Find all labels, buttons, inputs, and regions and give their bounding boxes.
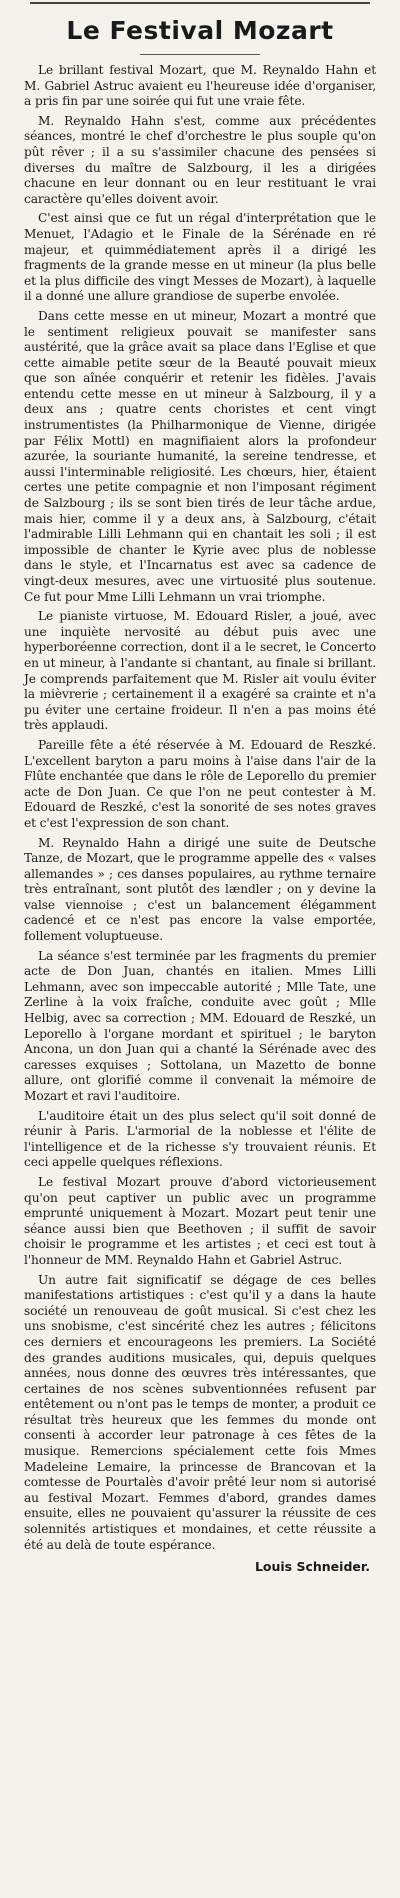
title-underline xyxy=(140,54,260,55)
paragraph-1: Le brillant festival Mozart, que M. Reynaldo Hahn et M. Gabriel Astruc avaient eu l'heureuse idée d'organiser, a pris fin par une soirée qui fut une vraie fête. xyxy=(24,63,376,109)
author-signature: Louis Schneider. xyxy=(254,1559,370,1575)
paragraph-4: Dans cette messe en ut mineur, Mozart a montré que le sentiment religieux pouvait se manifester sans austérité, que la grâce avait sa place dans l'Eglise et que cette aimable petite sœur de la Beauté pouvait mieux que son aînée conquérir et retenir les fidèles. J'avais entendu cette messe en ut mineur à Salzbourg, il y a deux ans ; quatre cents choristes et cent vingt instrumentistes (la Philharmonique de Vienne, dirigée par Félix Mottl) en magnifiaient alors la profondeur azurée, la souriante humanité, la sereine tendresse, et aussi l'interminable religiosité. Les chœurs, hier, étaient certes une petite compagnie et non l'imposant régiment de Salzbourg ; ils se sont bien tirés de leur tâche ardue, mais hier, comme il y a deux ans, à Salzbourg, c'était l'admirable Lilli Lehmann qui en chantait les soli ; il est impossible de chanter le Kyrie avec plus de noblesse dans le style, et l'Incarnatus est avec sa cadence de vingt-deux mesures, avec une virtuosité plus soutenue. Ce fut pour Mme Lilli Lehmann un vrai triomphe. xyxy=(24,308,376,604)
paragraph-7: M. Reynaldo Hahn a dirigé une suite de Deutsche Tanze, de Mozart, que le programme appelle des « valses allemandes » ; ces danses populaires, au rythme ternaire très entraînant, sont plutôt des lændler ; on y devine la valse viennoise ; c'est un balancement élégamment cadencé et ce n'est pas encore la valse emportée, follement voluptueuse. xyxy=(24,835,376,944)
paragraph-5: Le pianiste virtuose, M. Edouard Risler, a joué, avec une inquiète nervosité au début puis avec une hyperboréenne correction, dont il a le secret, le Concerto en ut mineur, à l'andante si chantant, au finale si brillant. Je comprends parfaitement que M. Risler ait voulu éviter la mièvrerie ; certainement il a exagéré sa crainte et n'a pu éviter une certaine froideur. Il n'en a pas moins été très applaudi. xyxy=(24,609,376,733)
paragraph-2: M. Reynaldo Hahn s'est, comme aux précédentes séances, montré le chef d'orchestre le plus souple qu'on pût rêver ; il a su s'assimiler chacune des pensées si diverses du maître de Salzbourg, il les a dirigées chacune en leur donnant ou en leur restituant le vrai caractère qu'elles doivent avoir. xyxy=(24,113,376,206)
top-rule xyxy=(30,2,370,4)
paragraph-8: La séance s'est terminée par les fragments du premier acte de Don Juan, chantés en italien. Mmes Lilli Lehmann, avec son impeccable autorité ; Mlle Tate, une Zerline à la voix fraîche, conduite avec goût ; Mlle Helbig, avec sa correction ; MM. Edouard de Reszké, un Leporello à l'organe mordant et spirituel ; le baryton Ancona, un don Juan qui a chanté la Sérénade avec des caresses exquises ; Sottolana, un Mazetto de bonne allure, ont glorifié comme il convenait la mémoire de Mozart et ravi l'auditoire. xyxy=(24,948,376,1103)
paragraph-10: Le festival Mozart prouve d'abord victorieusement qu'on peut captiver un public avec un programme emprunté uniquement à Mozart. Mozart peut tenir une séance aussi bien que Beethoven ; il suffit de savoir choisir le programme et les artistes ; et ceci est tout à l'honneur de MM. Reynaldo Hahn et Gabriel Astruc. xyxy=(24,1174,376,1267)
article-body xyxy=(24,63,376,1553)
paragraph-9: L'auditoire était un des plus select qu'il soit donné de réunir à Paris. L'armorial de la noblesse et l'élite de l'intelligence et de la richesse s'y trouvaient réunis. Et ceci appelle quelques réflexions. xyxy=(24,1108,376,1170)
paragraph-3: C'est ainsi que ce fut un régal d'interprétation que le Menuet, l'Adagio et le Finale de la Sérénade en ré majeur, et quimmédiatement après il a dirigé les fragments de la grande messe en ut mineur (la plus belle et la plus difficile des vingt Messes de Mozart), à laquelle il a donné une allure grandiose de superbe envolée. xyxy=(24,211,376,304)
paragraph-6: Pareille fête a été réservée à M. Edouard de Reszké. L'excellent baryton a paru moins à l'aise dans l'air de la Flûte enchantée que dans le rôle de Leporello du premier acte de Don Juan. Ce que l'on ne peut contester à M. Edouard de Reszké, c'est la sonorité de ses notes graves et c'est l'expression de son chant. xyxy=(24,737,376,830)
paragraph-11: Un autre fait significatif se dégage de ces belles manifestations artistiques : c'est qu'il y a dans la haute société un renouveau de goût musical. Si c'est chez les uns snobisme, c'est sincérité chez les autres ; félicitons ces derniers et encourageons les premiers. La Société des grandes auditions musicales, qui, depuis quelques années, nous donne des œuvres très intéressantes, que certaines de nos scènes subventionnées refusent par entêtement ou n'ont pas le temps de monter, a produit ce résultat très heureux que les femmes du monde ont consenti à accorder leur patronage à ces fêtes de la musique. Remercions spécialement cette fois Mmes Madeleine Lemaire, la princesse de Brancovan et la comtesse de Pourtalès d'avoir prêté leur nom si autorisé au festival Mozart. Femmes d'abord, grandes dames ensuite, elles ne pouvaient qu'assurer la réussite de ces solennités artistiques et mondaines, et cette réussite a été au delà de toute espérance. xyxy=(24,1272,376,1552)
article-title: Le Festival Mozart xyxy=(66,16,334,45)
